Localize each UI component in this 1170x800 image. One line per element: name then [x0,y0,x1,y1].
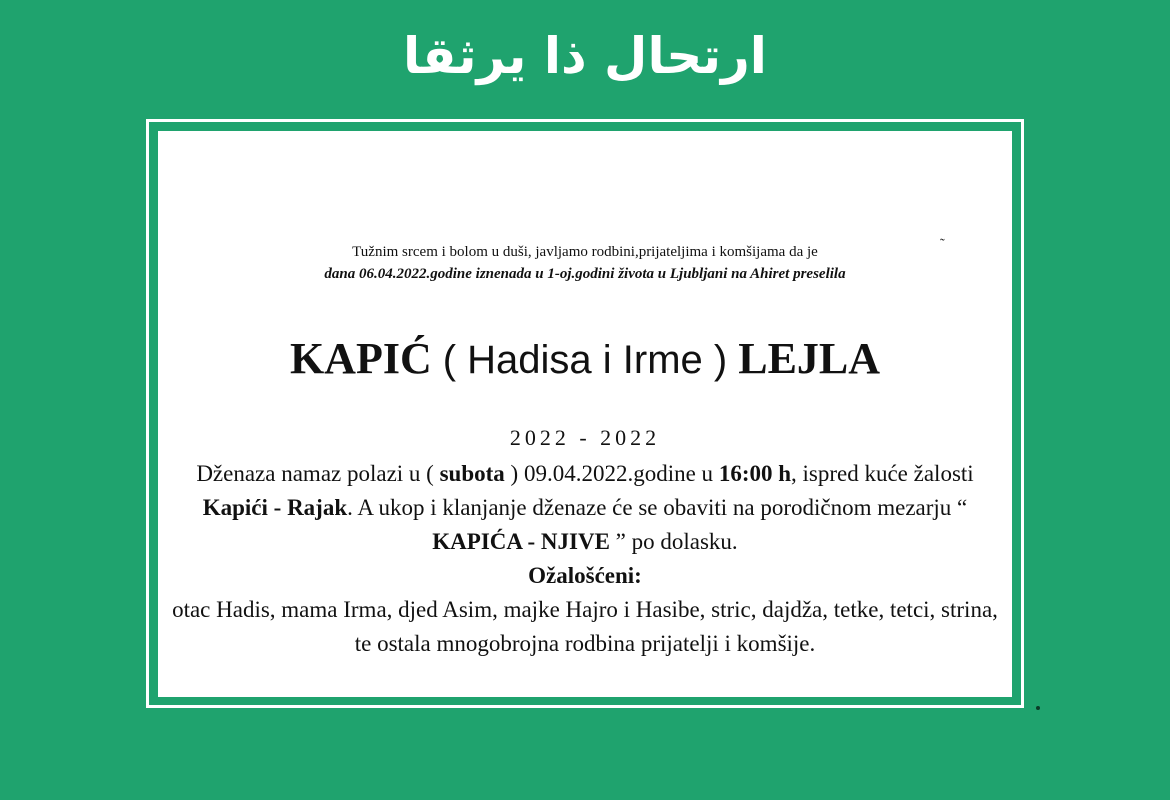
parents-names: ( Hadisa i Irme ) [442,338,728,382]
funeral-cemetery: KAPIĆA - NJIVE [432,529,610,554]
notice-card [158,131,1012,697]
given-name: LEJLA [738,334,881,383]
funeral-house: Kapići - Rajak [202,495,348,520]
funeral-text-4: . A ukop i klanjanje dženaze će se obaviti na porodičnom mezarju “ [347,495,968,520]
funeral-text-3: , ispred kuće žalosti [791,461,974,486]
life-years: 2022 - 2022 [509,425,661,450]
intro-line-2: dana 06.04.2022.godine iznenada u 1-oj.godini života u Ljubljani na Ahiret preselila [324,266,846,282]
surname: KAPIĆ [289,334,432,383]
intro-text [158,241,1012,285]
arabic-calligraphy-header: ارتحال ذا يرثقا [403,27,767,85]
funeral-paragraph [170,457,1000,559]
intro-line-1: Tužnim srcem i bolom u duši, javljamo rodbini,prijateljima i komšijama da je [352,244,818,260]
funeral-text-2: ) 09.04.2022.godine u [510,461,714,486]
funeral-time: 16:00 h [718,461,792,486]
scan-mark: ˜ [940,237,945,252]
funeral-text-5: ” po dolasku. [615,529,738,554]
deceased-name [158,331,1012,388]
scan-speck [1036,706,1040,710]
funeral-text-1: Dženaza namaz polazi u ( [196,461,434,486]
funeral-details [170,457,1000,661]
mourners-list: otac Hadis, mama Irma, djed Asim, majke Hajro i Hasibe, stric, dajdža, tetke, tetci, strina, te ostala mnogobrojna rodbina prijatelji i komšije. [172,597,998,656]
funeral-day: subota [439,461,505,486]
mourners-title: Ožalošćeni: [528,563,642,588]
